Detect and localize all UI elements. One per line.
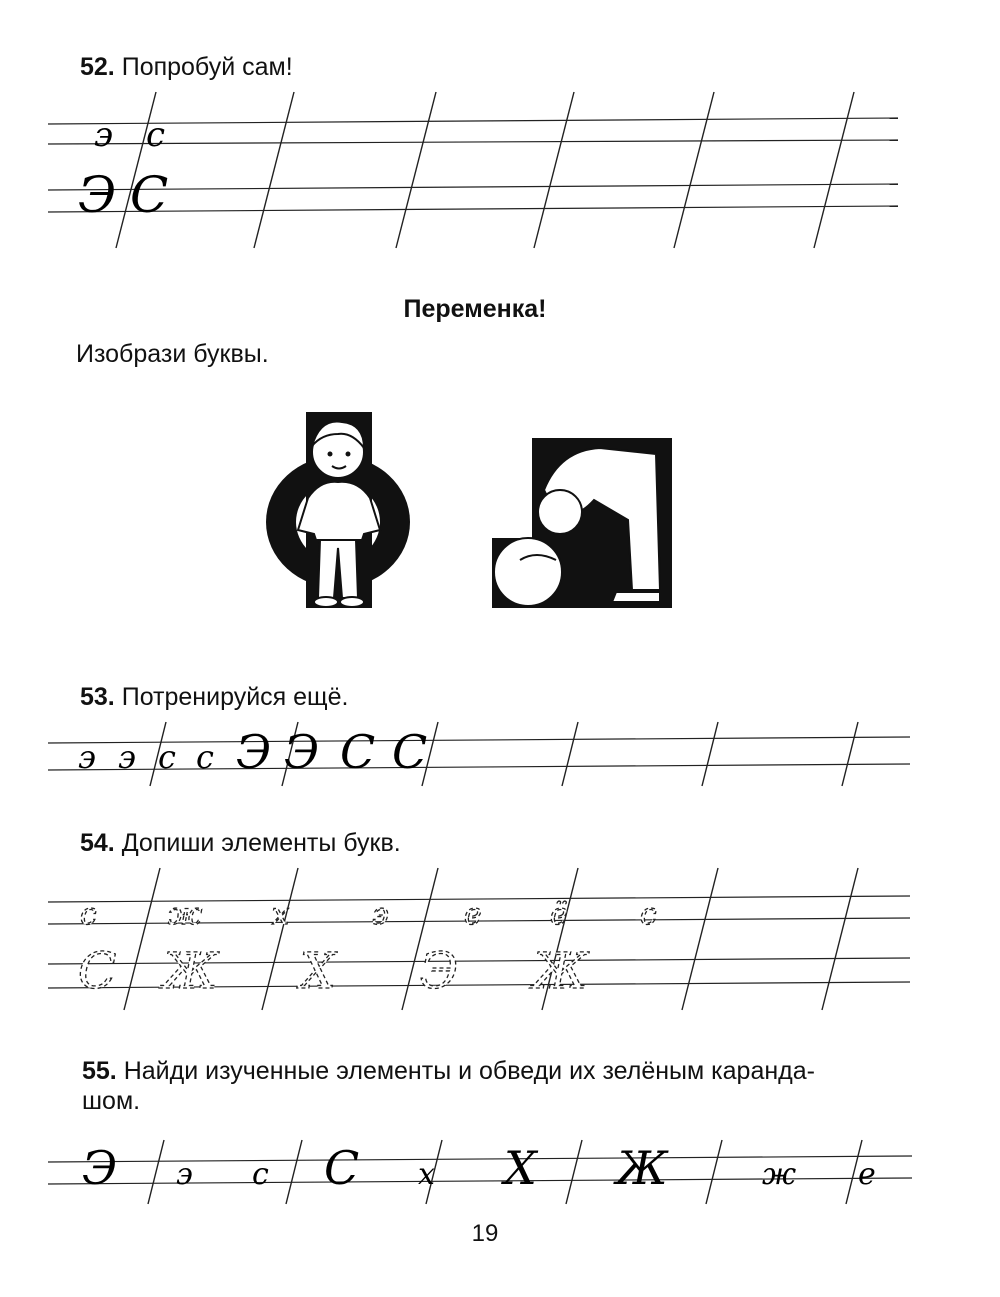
practice-letter: С [392, 725, 428, 779]
dashed-letter: с [640, 897, 657, 932]
practice-letter: с [196, 738, 214, 776]
practice-letter: с [158, 738, 176, 776]
task-text: Найди изученные элементы и обведи их зелёным каранда- [123, 1057, 815, 1085]
task-text-continuation: шом. [82, 1087, 141, 1115]
search-letter: э [176, 1157, 193, 1192]
sample-letter: С [130, 166, 169, 224]
search-letter: Х [504, 1141, 537, 1195]
dashed-letter: ж [168, 897, 203, 932]
practice-letter: э [118, 738, 136, 776]
dashed-letter: ё [550, 897, 568, 932]
search-letter: е [858, 1157, 876, 1192]
sample-letter: с [146, 115, 166, 155]
break-title: Переменка! [403, 295, 547, 323]
task-number: 55. [82, 1057, 117, 1085]
task-text: Допиши элементы букв. [121, 829, 401, 857]
sample-letter: Э [78, 166, 117, 224]
search-letter: ж [762, 1157, 797, 1192]
dashed-letter: Х [300, 942, 336, 1000]
task-number: 54. [80, 829, 115, 857]
practice-letter: С [340, 725, 376, 779]
dashed-letter: х [272, 897, 289, 932]
dashed-letter: Э [420, 942, 459, 1000]
task-text: Потренируйся ещё. [121, 683, 349, 711]
task-number: 52. [80, 53, 115, 81]
search-letter: с [252, 1157, 269, 1192]
dashed-letter: э [372, 897, 389, 932]
practice-letter: Э [284, 725, 320, 779]
dashed-letter: е [464, 897, 482, 932]
page-number: 19 [471, 1220, 499, 1247]
task-number: 53. [80, 683, 115, 711]
practice-letter: э [78, 738, 96, 776]
break-instruction: Изобрази буквы. [76, 340, 269, 368]
practice-letter: Э [236, 725, 272, 779]
task-text: Попробуй сам! [121, 53, 293, 81]
search-letter: Ж [616, 1141, 668, 1195]
search-letter: х [418, 1157, 435, 1192]
dashed-letter: с [80, 897, 97, 932]
search-letter: Э [82, 1141, 118, 1195]
search-letter: С [324, 1141, 360, 1195]
dashed-letter: Ж [532, 942, 589, 1000]
dashed-letter: С [78, 942, 117, 1000]
sample-letter: э [94, 115, 114, 155]
dashed-letter: Ж [162, 942, 219, 1000]
